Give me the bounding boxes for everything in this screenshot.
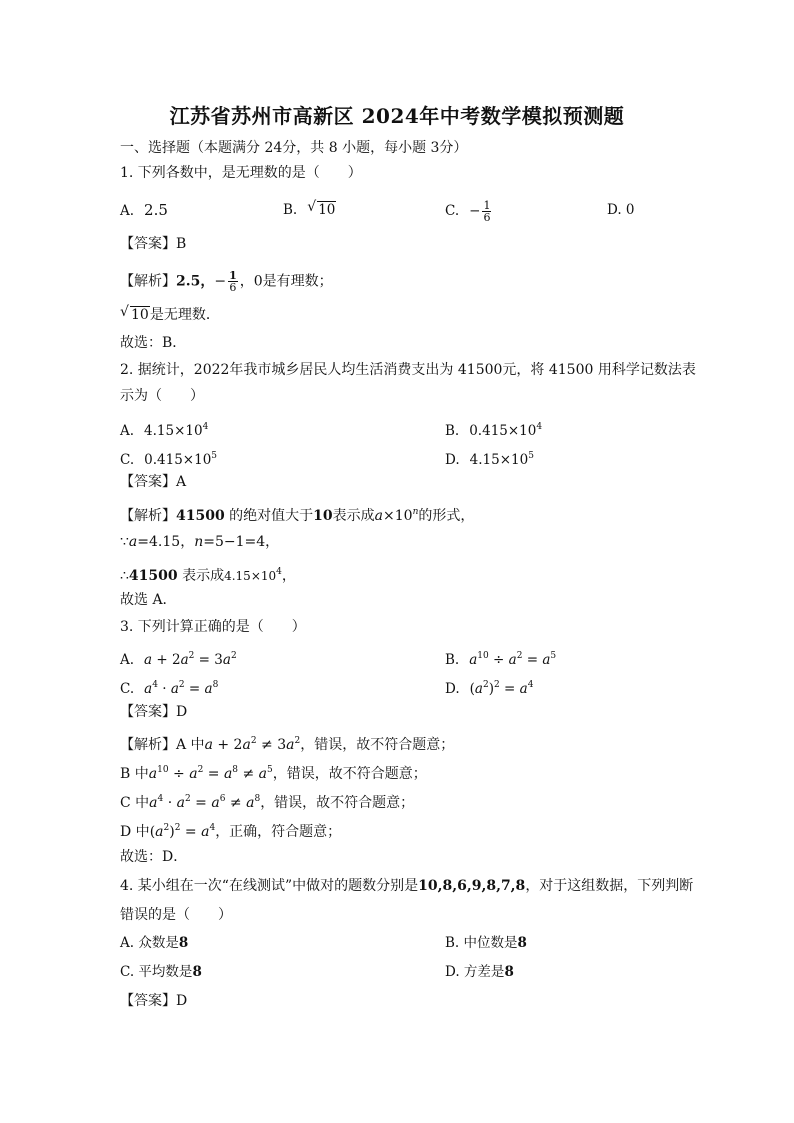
question-3-stem: 3. 下列计算正确的是（ ）: [120, 619, 306, 635]
q3-option-a: A. $a + 2a^2 = 3a^2$: [120, 651, 237, 668]
q1-answer: 【答案】B: [120, 236, 187, 252]
q3-explanation-c: C 中$a^4 \cdot a^2 = a^6 \ne a^8$，错误，故不符合题意；: [120, 794, 415, 811]
section-heading: 一、选择题（本题满分 24分，共 8 小题，每小题 3分）: [120, 140, 468, 156]
q1-explanation-1: 【解析】2.5，− $\frac{1}{6}$ ，0是有理数；: [120, 269, 333, 294]
q4-answer: 【答案】D: [120, 993, 188, 1009]
q1-choice: 故选：B．: [120, 335, 187, 351]
q2-explanation-2: ∵a=4.15，n=5−1=4，: [120, 534, 280, 550]
q3-answer: 【答案】D: [120, 704, 188, 720]
q2-option-a: A. $4.15\times 10^4$: [120, 422, 209, 439]
q3-option-d: D. $(a^2)^2 = a^4$: [445, 680, 534, 697]
q1-explanation-2: √ 10是无理数．: [120, 304, 220, 323]
q1-option-d: D. 0: [607, 202, 635, 218]
q4-option-b: B. 中位数是8: [445, 935, 527, 951]
q3-explanation-d: D 中$(a^2)^2 = a^4$，正确，符合题意；: [120, 823, 342, 840]
q4-option-d: D. 方差是8: [445, 964, 514, 980]
q3-option-b: B. $a^{10} \div a^2 = a^5$: [445, 651, 557, 668]
q1-option-c: C. − $\frac{1}{6}$: [445, 199, 491, 224]
q3-choice: 故选：D．: [120, 849, 188, 865]
q4-option-c: C. 平均数是8: [120, 964, 202, 980]
q2-option-c: C. $0.415\times 10^5$: [120, 451, 218, 468]
question-4-stem-2: 错误的是（ ）: [120, 907, 232, 923]
q2-explanation-3: ∴41500 表示成$4.15\times 10^4$，: [120, 567, 296, 584]
q2-explanation-1: 【解析】41500 的绝对值大于10表示成$a\times 10^n$的形式，: [120, 507, 475, 524]
q2-option-b: B. $0.415\times 10^4$: [445, 422, 543, 439]
q2-option-d: D. $4.15\times 10^5$: [445, 451, 534, 468]
q1-option-a: A. 2.5: [120, 201, 168, 219]
q4-option-a: A. 众数是8: [120, 935, 189, 951]
question-1-stem: 1. 下列各数中，是无理数的是（ ）: [120, 165, 362, 181]
q2-choice: 故选 A．: [120, 592, 177, 608]
page-title: 江苏省苏州市高新区 2024年中考数学模拟预测题: [169, 104, 625, 128]
q1-option-b: B. √ 10: [283, 199, 336, 218]
q2-answer: 【答案】A: [120, 474, 187, 490]
q3-explanation-a: 【解析】A 中$a + 2a^2 \ne 3a^2$，错误，故不符合题意；: [120, 736, 455, 753]
question-2-stem-2: 示为（ ）: [120, 388, 204, 404]
q3-explanation-b: B 中$a^{10} \div a^2 = a^8 \ne a^5$，错误，故不符合题意；: [120, 765, 427, 782]
question-2-stem-1: 2. 据统计，2022年我市城乡居民人均生活消费支出为 41500元，将 41500 用科学记数法表: [120, 362, 696, 378]
question-4-stem-1: 4. 某小组在一次“在线测试”中做对的题数分别是10,8,6,9,8,7,8，对于这组数据，下列判断: [120, 878, 694, 894]
q3-option-c: C. $a^4 \cdot a^2 = a^8$: [120, 680, 219, 697]
